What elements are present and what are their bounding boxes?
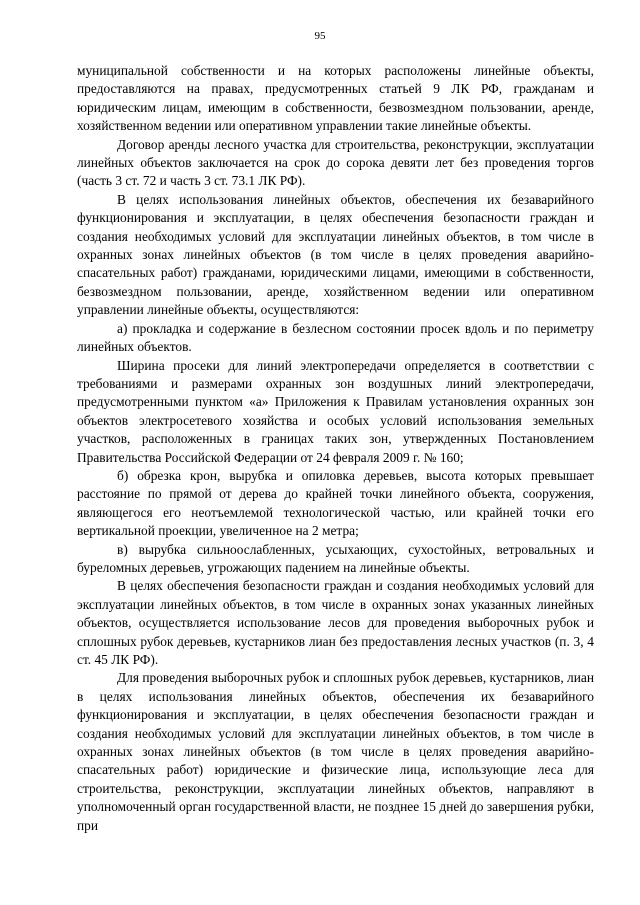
paragraph: В целях использования линейных объектов, обеспечения их безаварийного функционирования и эксплуатации, в целях обеспечения безопасности граждан и создания необходимых условий для эксплуатации линейных объектов, в том числе в охранных зонах линейных объектов (в том числе в целях проведения аварийно-спасательных работ) гражданами, юридическими лицами, имеющими в собственности, безвозмездном пользовании, аренде, хозяйственном ведении или оперативном управлении линейные объекты, осуществляются: (77, 191, 594, 318)
paragraph: муниципальной собственности и на которых расположены линейные объекты, предоставляются на правах, предусмотренных статьей 9 ЛК РФ, гражданам и юридическим лицам, имеющим в собственности, безвозмездном пользовании, аренде, хозяйственном ведении или оперативном управлении такие линейные объекты. (77, 63, 594, 134)
paragraph: Для проведения выборочных рубок и сплошных рубок деревьев, кустарников, лиан в целях использования линейных объектов, обеспечения их безаварийного функционирования и эксплуатации, в целях обеспечения безопасности граждан и создания необходимых условий для эксплуатации линейных объектов, в том числе в охранных зонах линейных объектов (в том числе в целях проведения аварийно-спасательных работ) юридические и физические лица, использующие леса для строительства, реконструкции, эксплуатации линейных объектов, направляют в уполномоченный орган государственной власти, не позднее 15 дней до завершения рубки, при (77, 670, 594, 833)
page-number: 95 (314, 30, 326, 42)
paragraph: а) прокладка и содержание в безлесном состоянии просек вдоль и по периметру линейных объектов. (77, 320, 594, 355)
paragraph: в) вырубка сильноослабленных, усыхающих, сухостойных, ветровальных и буреломных деревьев, угрожающих падением на линейные объекты. (77, 541, 594, 575)
document-body (77, 62, 594, 835)
paragraph: б) обрезка крон, вырубка и опиловка деревьев, высота которых превышает расстояние по прямой от дерева до крайней точки линейного объекта, сооружения, являющегося его неотъемлемой технологической частью, или крайней точки его вертикальной проекции, увеличенное на 2 метра; (77, 467, 594, 539)
paragraph: В целях обеспечения безопасности граждан и создания необходимых условий для эксплуатации линейных объектов, в том числе в охранных зонах указанных линейных объектов, осуществляется использование лесов для проведения выборочных рубок и сплошных рубок деревьев, кустарников лиан без предоставления лесных участков (п. 3, 4 ст. 45 ЛК РФ). (77, 578, 594, 667)
paragraph: Ширина просеки для линий электропередачи определяется в соответствии с требованиями и размерами охранных зон воздушных линий электропередачи, предусмотренными пунктом «а» Приложения к Правилам установления охранных зон объектов электросетевого хозяйства и особых условий использования земельных участков, расположенных в границах таких зон, утвержденных Постановлением Правительства Российской Федерации от 24 февраля 2009 г. № 160; (77, 357, 594, 465)
paragraph: Договор аренды лесного участка для строительства, реконструкции, эксплуатации линейных объектов заключается на срок до сорока девяти лет без проведения торгов (часть 3 ст. 72 и часть 3 ст. 73.1 ЛК РФ). (77, 136, 594, 189)
